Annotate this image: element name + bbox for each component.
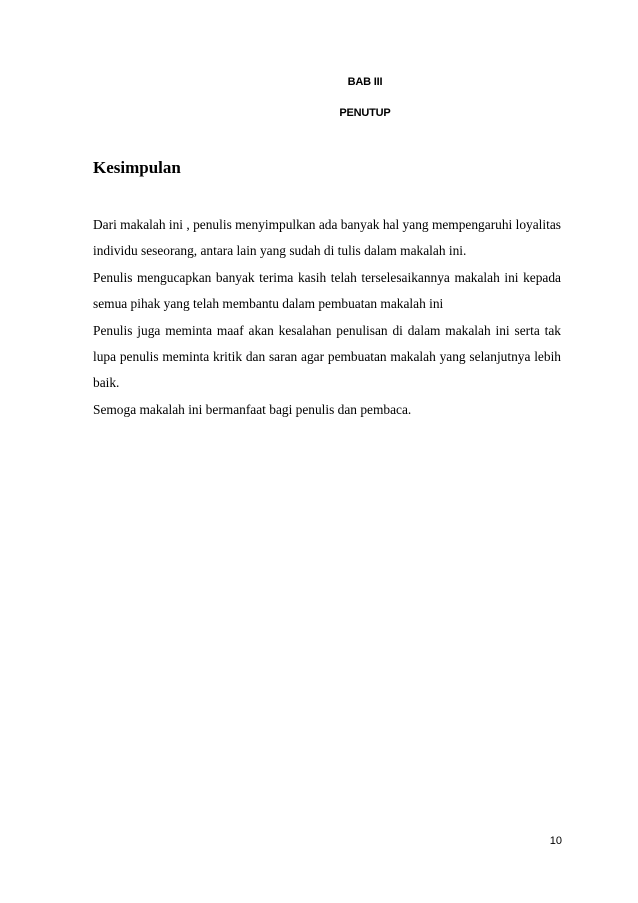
paragraph-closing: Semoga makalah ini bermanfaat bagi penulis dan pembaca. (93, 401, 412, 417)
paragraph-apology: Penulis juga meminta maaf akan kesalahan penulisan di dalam makalah ini serta tak lupa penulis meminta kritik dan saran agar pembuatan makalah yang selanjutnya lebih baik. (93, 322, 561, 391)
page-number: 10 (549, 835, 562, 847)
section-heading: Kesimpulan (93, 158, 181, 177)
chapter-title: PENUTUP (339, 107, 391, 119)
paragraph-conclusion: Dari makalah ini , penulis menyimpulkan ada banyak hal yang mempengaruhi loyalitas individu seseorang, antara lain yang sudah di tulis dalam makalah ini. (93, 217, 561, 259)
paragraph-thanks: Penulis mengucapkan banyak terima kasih telah terselesaikannya makalah ini kepada semua pihak yang telah membantu dalam pembuatan makalah ini (93, 269, 561, 312)
chapter-number: BAB III (347, 76, 383, 88)
body-text (93, 212, 561, 423)
